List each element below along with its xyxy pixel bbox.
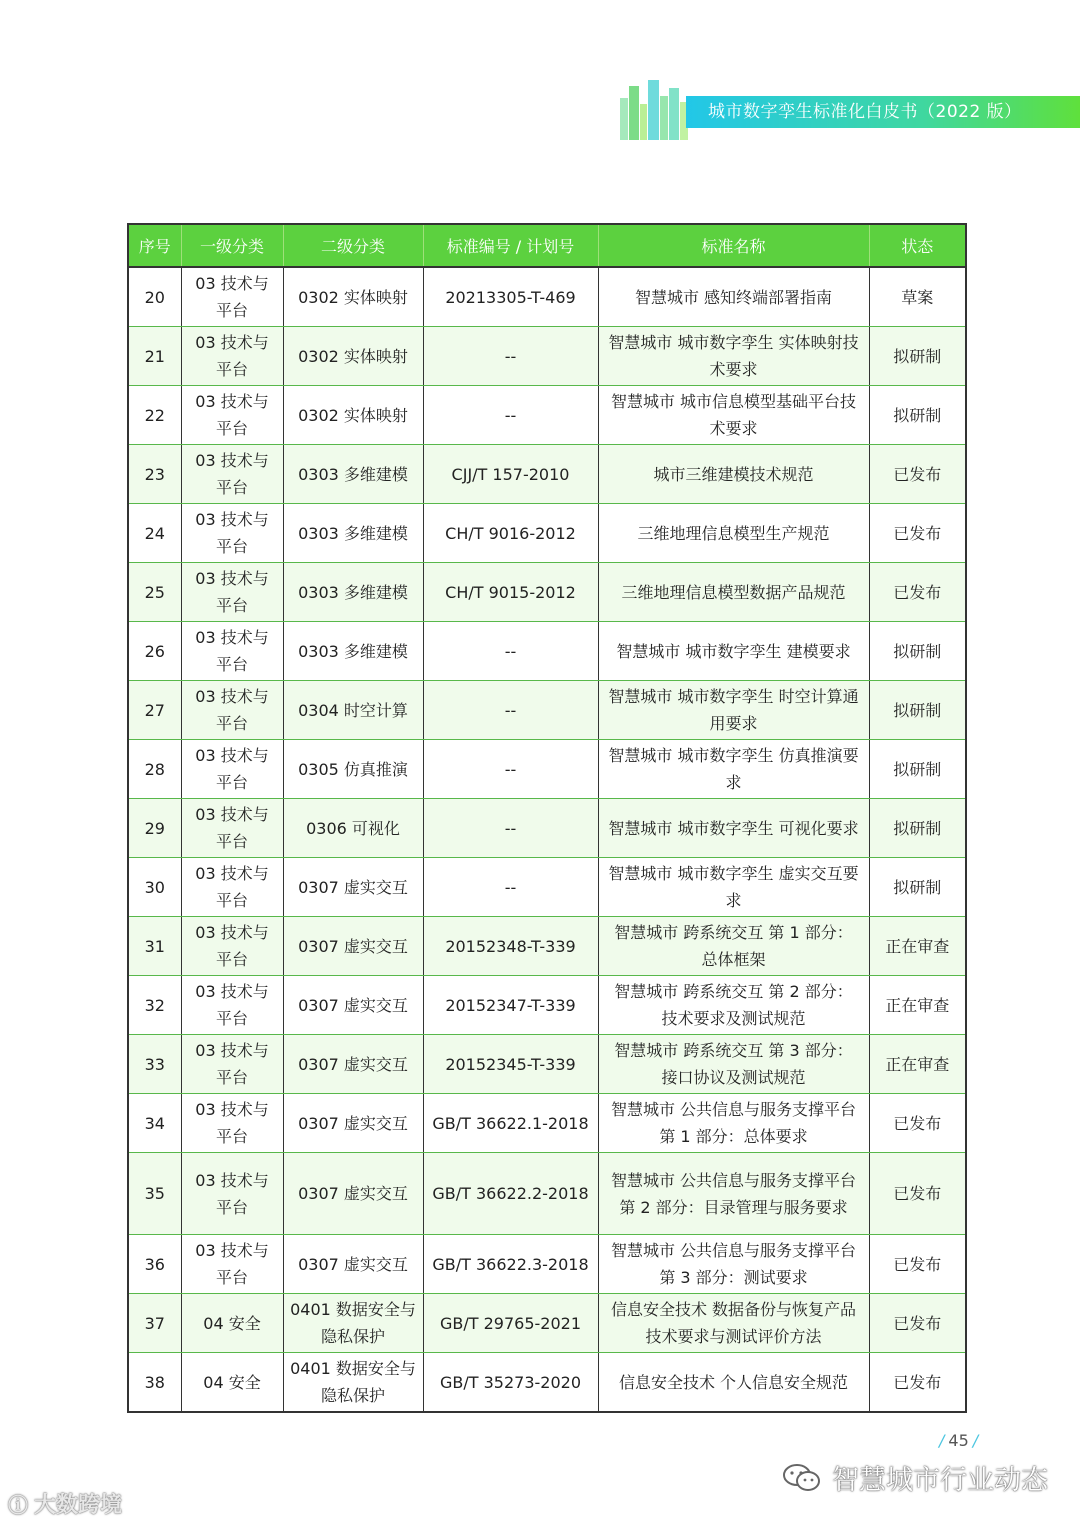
cell-category-1: 03 技术与平台 bbox=[181, 445, 283, 504]
cell-name: 智慧城市 跨系统交互 第 2 部分：技术要求及测试规范 bbox=[598, 976, 869, 1035]
cell-category-2: 0302 实体映射 bbox=[283, 327, 423, 386]
cell-name: 智慧城市 公共信息与服务支撑平台 第 3 部分：测试要求 bbox=[598, 1235, 869, 1294]
cell-category-2: 0307 虚实交互 bbox=[283, 917, 423, 976]
table-row bbox=[128, 386, 966, 445]
cell-no: 32 bbox=[128, 976, 181, 1035]
watermark-right-text: 智慧城市行业动态 bbox=[832, 1465, 1048, 1496]
table-row bbox=[128, 917, 966, 976]
cell-category-2: 0306 可视化 bbox=[283, 799, 423, 858]
cell-status: 拟研制 bbox=[869, 622, 966, 681]
table-row bbox=[128, 1094, 966, 1153]
cell-category-2: 0307 虚实交互 bbox=[283, 1153, 423, 1235]
cell-status: 已发布 bbox=[869, 1153, 966, 1235]
cell-no: 23 bbox=[128, 445, 181, 504]
cell-category-2: 0307 虚实交互 bbox=[283, 858, 423, 917]
table-row bbox=[128, 858, 966, 917]
table-row bbox=[128, 1294, 966, 1353]
cell-name: 智慧城市 感知终端部署指南 bbox=[598, 267, 869, 327]
cell-name: 智慧城市 公共信息与服务支撑平台 第 2 部分：目录管理与服务要求 bbox=[598, 1153, 869, 1235]
cell-category-2: 0302 实体映射 bbox=[283, 386, 423, 445]
cell-code: GB/T 36622.3-2018 bbox=[423, 1235, 598, 1294]
cell-code: -- bbox=[423, 858, 598, 917]
table-row bbox=[128, 1035, 966, 1094]
cell-code: GB/T 36622.2-2018 bbox=[423, 1153, 598, 1235]
cell-category-1: 03 技术与平台 bbox=[181, 1094, 283, 1153]
cell-status: 已发布 bbox=[869, 1094, 966, 1153]
wechat-icon bbox=[782, 1462, 822, 1494]
cell-status: 已发布 bbox=[869, 445, 966, 504]
cell-category-1: 03 技术与平台 bbox=[181, 1153, 283, 1235]
cell-category-2: 0307 虚实交互 bbox=[283, 1094, 423, 1153]
cell-status: 拟研制 bbox=[869, 740, 966, 799]
col-header-cat2: 二级分类 bbox=[283, 224, 423, 267]
cell-name: 信息安全技术 个人信息安全规范 bbox=[598, 1353, 869, 1413]
cell-no: 37 bbox=[128, 1294, 181, 1353]
cell-status: 已发布 bbox=[869, 504, 966, 563]
cell-no: 24 bbox=[128, 504, 181, 563]
table-row bbox=[128, 681, 966, 740]
table-header-row bbox=[128, 224, 966, 267]
standards-table bbox=[127, 223, 967, 1413]
cell-category-1: 04 安全 bbox=[181, 1294, 283, 1353]
cell-code: GB/T 35273-2020 bbox=[423, 1353, 598, 1413]
cell-no: 35 bbox=[128, 1153, 181, 1235]
cell-category-1: 03 技术与平台 bbox=[181, 858, 283, 917]
cell-name: 智慧城市 城市数字孪生 可视化要求 bbox=[598, 799, 869, 858]
cell-category-1: 03 技术与平台 bbox=[181, 327, 283, 386]
cell-code: -- bbox=[423, 386, 598, 445]
cell-code: GB/T 36622.1-2018 bbox=[423, 1094, 598, 1153]
cell-status: 草案 bbox=[869, 267, 966, 327]
cell-no: 33 bbox=[128, 1035, 181, 1094]
cell-category-1: 03 技术与平台 bbox=[181, 563, 283, 622]
col-header-cat1: 一级分类 bbox=[181, 224, 283, 267]
cell-category-1: 03 技术与平台 bbox=[181, 917, 283, 976]
cell-category-2: 0401 数据安全与隐私保护 bbox=[283, 1353, 423, 1413]
cell-code: GB/T 29765-2021 bbox=[423, 1294, 598, 1353]
table-row bbox=[128, 1353, 966, 1413]
cell-category-2: 0303 多维建模 bbox=[283, 445, 423, 504]
cell-status: 正在审查 bbox=[869, 976, 966, 1035]
table-row bbox=[128, 622, 966, 681]
cell-no: 28 bbox=[128, 740, 181, 799]
cell-code: 20152348-T-339 bbox=[423, 917, 598, 976]
table-row bbox=[128, 1235, 966, 1294]
cell-code: -- bbox=[423, 681, 598, 740]
cell-no: 22 bbox=[128, 386, 181, 445]
cell-category-1: 03 技术与平台 bbox=[181, 1035, 283, 1094]
cell-code: 20152345-T-339 bbox=[423, 1035, 598, 1094]
cell-category-2: 0401 数据安全与隐私保护 bbox=[283, 1294, 423, 1353]
cell-name: 智慧城市 城市数字孪生 实体映射技术要求 bbox=[598, 327, 869, 386]
cell-no: 31 bbox=[128, 917, 181, 976]
cell-category-1: 03 技术与平台 bbox=[181, 976, 283, 1035]
cell-category-1: 03 技术与平台 bbox=[181, 1235, 283, 1294]
table-row bbox=[128, 740, 966, 799]
cell-status: 拟研制 bbox=[869, 858, 966, 917]
cell-category-2: 0307 虚实交互 bbox=[283, 1035, 423, 1094]
col-header-status: 状态 bbox=[869, 224, 966, 267]
cell-no: 25 bbox=[128, 563, 181, 622]
cell-name: 智慧城市 跨系统交互 第 3 部分：接口协议及测试规范 bbox=[598, 1035, 869, 1094]
cell-category-1: 04 安全 bbox=[181, 1353, 283, 1413]
city-skyline-graphic bbox=[618, 78, 690, 140]
cell-status: 正在审查 bbox=[869, 1035, 966, 1094]
cell-no: 38 bbox=[128, 1353, 181, 1413]
logo-icon: ⓘ bbox=[8, 1493, 28, 1517]
cell-name: 智慧城市 城市信息模型基础平台技术要求 bbox=[598, 386, 869, 445]
cell-category-2: 0304 时空计算 bbox=[283, 681, 423, 740]
watermark-right bbox=[782, 1458, 1048, 1497]
col-header-code: 标准编号 / 计划号 bbox=[423, 224, 598, 267]
cell-category-2: 0303 多维建模 bbox=[283, 504, 423, 563]
cell-status: 已发布 bbox=[869, 1353, 966, 1413]
cell-category-1: 03 技术与平台 bbox=[181, 681, 283, 740]
cell-category-2: 0303 多维建模 bbox=[283, 563, 423, 622]
cell-no: 21 bbox=[128, 327, 181, 386]
col-header-name: 标准名称 bbox=[598, 224, 869, 267]
cell-code: CH/T 9015-2012 bbox=[423, 563, 598, 622]
cell-category-1: 03 技术与平台 bbox=[181, 504, 283, 563]
cell-name: 智慧城市 城市数字孪生 时空计算通用要求 bbox=[598, 681, 869, 740]
cell-name: 信息安全技术 数据备份与恢复产品技术要求与测试评价方法 bbox=[598, 1294, 869, 1353]
cell-code: 20213305-T-469 bbox=[423, 267, 598, 327]
cell-name: 智慧城市 跨系统交互 第 1 部分：总体框架 bbox=[598, 917, 869, 976]
table-row bbox=[128, 976, 966, 1035]
cell-no: 26 bbox=[128, 622, 181, 681]
cell-no: 36 bbox=[128, 1235, 181, 1294]
cell-no: 29 bbox=[128, 799, 181, 858]
cell-status: 拟研制 bbox=[869, 799, 966, 858]
cell-category-1: 03 技术与平台 bbox=[181, 740, 283, 799]
cell-name: 三维地理信息模型数据产品规范 bbox=[598, 563, 869, 622]
cell-no: 30 bbox=[128, 858, 181, 917]
document-title: 城市数字孪生标准化白皮书（2022 版） bbox=[708, 102, 1022, 122]
cell-status: 拟研制 bbox=[869, 386, 966, 445]
cell-no: 27 bbox=[128, 681, 181, 740]
table-row bbox=[128, 1153, 966, 1235]
cell-category-1: 03 技术与平台 bbox=[181, 799, 283, 858]
cell-code: -- bbox=[423, 799, 598, 858]
col-header-no: 序号 bbox=[128, 224, 181, 267]
cell-code: -- bbox=[423, 622, 598, 681]
cell-status: 拟研制 bbox=[869, 327, 966, 386]
cell-name: 智慧城市 城市数字孪生 仿真推演要求 bbox=[598, 740, 869, 799]
cell-name: 三维地理信息模型生产规范 bbox=[598, 504, 869, 563]
table-row bbox=[128, 799, 966, 858]
table-row bbox=[128, 504, 966, 563]
cell-name: 智慧城市 公共信息与服务支撑平台 第 1 部分：总体要求 bbox=[598, 1094, 869, 1153]
cell-category-2: 0305 仿真推演 bbox=[283, 740, 423, 799]
cell-code: -- bbox=[423, 740, 598, 799]
cell-status: 已发布 bbox=[869, 1235, 966, 1294]
cell-no: 20 bbox=[128, 267, 181, 327]
cell-code: 20152347-T-339 bbox=[423, 976, 598, 1035]
table-row bbox=[128, 267, 966, 327]
cell-category-1: 03 技术与平台 bbox=[181, 386, 283, 445]
cell-name: 城市三维建模技术规范 bbox=[598, 445, 869, 504]
table-row bbox=[128, 327, 966, 386]
cell-category-2: 0307 虚实交互 bbox=[283, 1235, 423, 1294]
cell-category-2: 0307 虚实交互 bbox=[283, 976, 423, 1035]
watermark-left bbox=[8, 1488, 122, 1519]
cell-code: -- bbox=[423, 327, 598, 386]
table-row bbox=[128, 445, 966, 504]
cell-name: 智慧城市 城市数字孪生 虚实交互要求 bbox=[598, 858, 869, 917]
cell-no: 34 bbox=[128, 1094, 181, 1153]
cell-category-1: 03 技术与平台 bbox=[181, 267, 283, 327]
cell-status: 正在审查 bbox=[869, 917, 966, 976]
cell-code: CH/T 9016-2012 bbox=[423, 504, 598, 563]
page-number: / 45 / bbox=[939, 1431, 979, 1450]
watermark-left-text: 大数跨境 bbox=[34, 1493, 123, 1518]
cell-status: 已发布 bbox=[869, 1294, 966, 1353]
cell-category-1: 03 技术与平台 bbox=[181, 622, 283, 681]
cell-code: CJJ/T 157-2010 bbox=[423, 445, 598, 504]
table-row bbox=[128, 563, 966, 622]
cell-category-2: 0303 多维建模 bbox=[283, 622, 423, 681]
cell-status: 已发布 bbox=[869, 563, 966, 622]
cell-name: 智慧城市 城市数字孪生 建模要求 bbox=[598, 622, 869, 681]
cell-category-2: 0302 实体映射 bbox=[283, 267, 423, 327]
cell-status: 拟研制 bbox=[869, 681, 966, 740]
